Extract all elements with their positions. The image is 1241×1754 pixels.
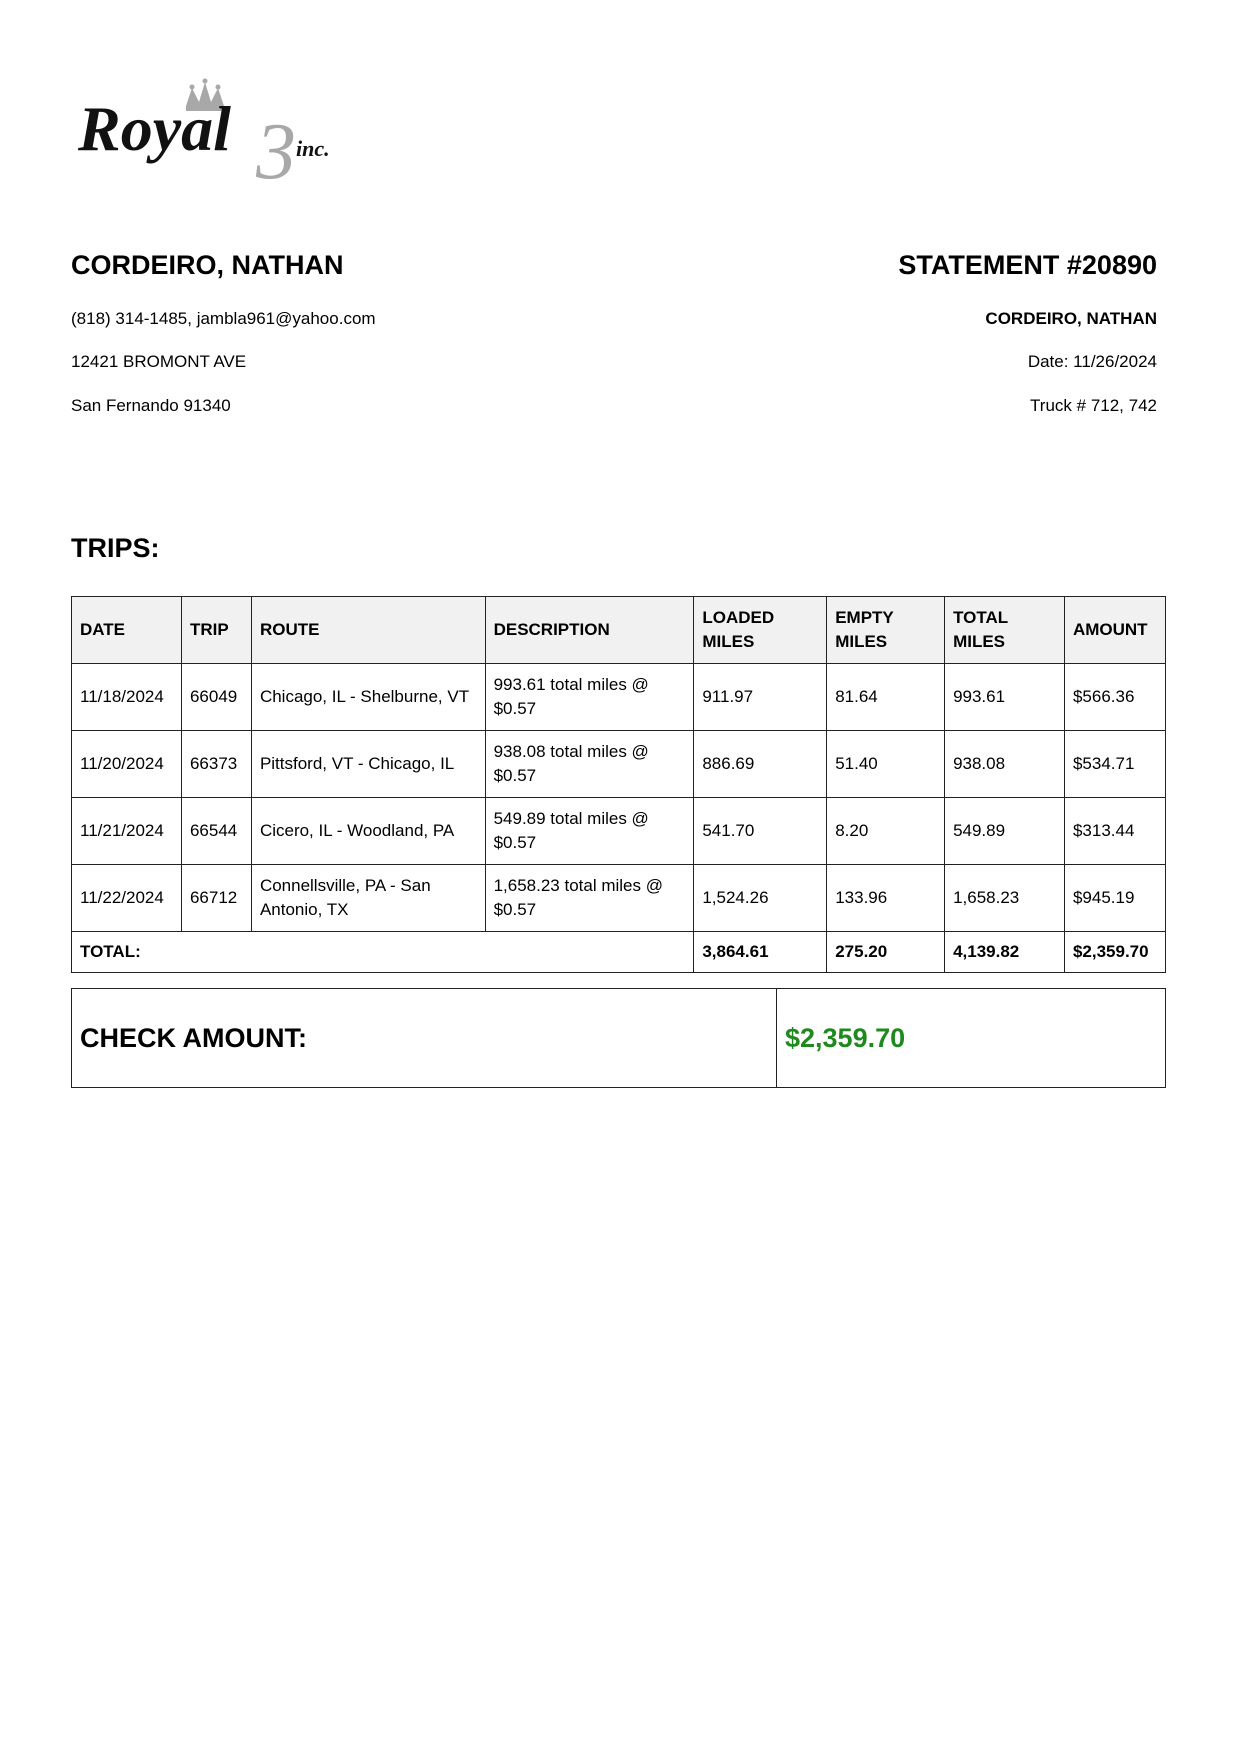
trips-heading: TRIPS: [71, 533, 160, 563]
col-header-empty-line2: MILES [835, 632, 888, 651]
table-row [72, 798, 1166, 865]
logo-inc: inc. [296, 136, 330, 161]
trips-table [71, 596, 1166, 973]
statement-driver-name: CORDEIRO, NATHAN [985, 309, 1157, 328]
col-header-date: DATE [72, 597, 182, 664]
table-header-row [72, 597, 1166, 664]
table-row [72, 865, 1166, 932]
col-header-loaded-line2: MILES [702, 632, 755, 651]
driver-address-line1: 12421 BROMONT AVE [71, 352, 247, 371]
total-amount: $2,359.70 [1064, 932, 1165, 973]
total-loaded-miles: 3,864.61 [694, 932, 827, 973]
cell-route: Chicago, IL - Shelburne, VT [251, 664, 485, 731]
logo-numeral: 3 [256, 108, 296, 188]
cell-date: 11/21/2024 [72, 798, 182, 865]
cell-loaded-miles: 911.97 [694, 664, 827, 731]
col-header-loaded-line1: LOADED [702, 608, 775, 627]
cell-date: 11/20/2024 [72, 731, 182, 798]
cell-description: 549.89 total miles @ $0.57 [485, 798, 694, 865]
check-amount-box [71, 988, 1166, 1088]
cell-amount: $313.44 [1064, 798, 1165, 865]
cell-amount: $945.19 [1064, 865, 1165, 932]
col-header-route: ROUTE [251, 597, 485, 664]
col-header-total-line1: TOTAL [953, 608, 1009, 627]
statement-truck: Truck # 712, 742 [1030, 396, 1157, 415]
col-header-trip: TRIP [181, 597, 251, 664]
cell-route: Cicero, IL - Woodland, PA [251, 798, 485, 865]
cell-total-miles: 993.61 [945, 664, 1065, 731]
cell-loaded-miles: 886.69 [694, 731, 827, 798]
driver-name-heading: CORDEIRO, NATHAN [71, 250, 344, 280]
table-row [72, 731, 1166, 798]
royal3-logo-graphic [78, 78, 378, 188]
check-amount-value: $2,359.70 [777, 989, 1166, 1088]
cell-trip: 66373 [181, 731, 251, 798]
col-header-amount: AMOUNT [1064, 597, 1165, 664]
cell-amount: $534.71 [1064, 731, 1165, 798]
total-empty-miles: 275.20 [827, 932, 945, 973]
table-total-row [72, 932, 1166, 973]
cell-amount: $566.36 [1064, 664, 1165, 731]
cell-route: Pittsford, VT - Chicago, IL [251, 731, 485, 798]
cell-date: 11/22/2024 [72, 865, 182, 932]
cell-empty-miles: 8.20 [827, 798, 945, 865]
cell-route: Connellsville, PA - San Antonio, TX [251, 865, 485, 932]
driver-contact: (818) 314-1485, jambla961@yahoo.com [71, 309, 376, 328]
col-header-description: DESCRIPTION [485, 597, 694, 664]
cell-total-miles: 938.08 [945, 731, 1065, 798]
cell-total-miles: 549.89 [945, 798, 1065, 865]
statement-title: STATEMENT #20890 [898, 250, 1157, 280]
cell-description: 993.61 total miles @ $0.57 [485, 664, 694, 731]
driver-address-line2: San Fernando 91340 [71, 396, 231, 415]
col-header-empty-miles [827, 597, 945, 664]
cell-empty-miles: 51.40 [827, 731, 945, 798]
cell-description: 938.08 total miles @ $0.57 [485, 731, 694, 798]
col-header-total-line2: MILES [953, 632, 1006, 651]
cell-loaded-miles: 1,524.26 [694, 865, 827, 932]
table-row [72, 664, 1166, 731]
cell-trip: 66544 [181, 798, 251, 865]
cell-description: 1,658.23 total miles @ $0.57 [485, 865, 694, 932]
col-header-total-miles [945, 597, 1065, 664]
logo-royal-text: Royal [78, 93, 231, 164]
cell-trip: 66712 [181, 865, 251, 932]
check-amount-label: CHECK AMOUNT: [72, 989, 777, 1088]
cell-trip: 66049 [181, 664, 251, 731]
company-logo [78, 78, 378, 188]
col-header-loaded-miles [694, 597, 827, 664]
cell-total-miles: 1,658.23 [945, 865, 1065, 932]
statement-date: Date: 11/26/2024 [1027, 352, 1157, 371]
col-header-empty-line1: EMPTY [835, 608, 894, 627]
total-total-miles: 4,139.82 [945, 932, 1065, 973]
cell-date: 11/18/2024 [72, 664, 182, 731]
cell-loaded-miles: 541.70 [694, 798, 827, 865]
cell-empty-miles: 133.96 [827, 865, 945, 932]
cell-empty-miles: 81.64 [827, 664, 945, 731]
total-label: TOTAL: [72, 932, 694, 973]
